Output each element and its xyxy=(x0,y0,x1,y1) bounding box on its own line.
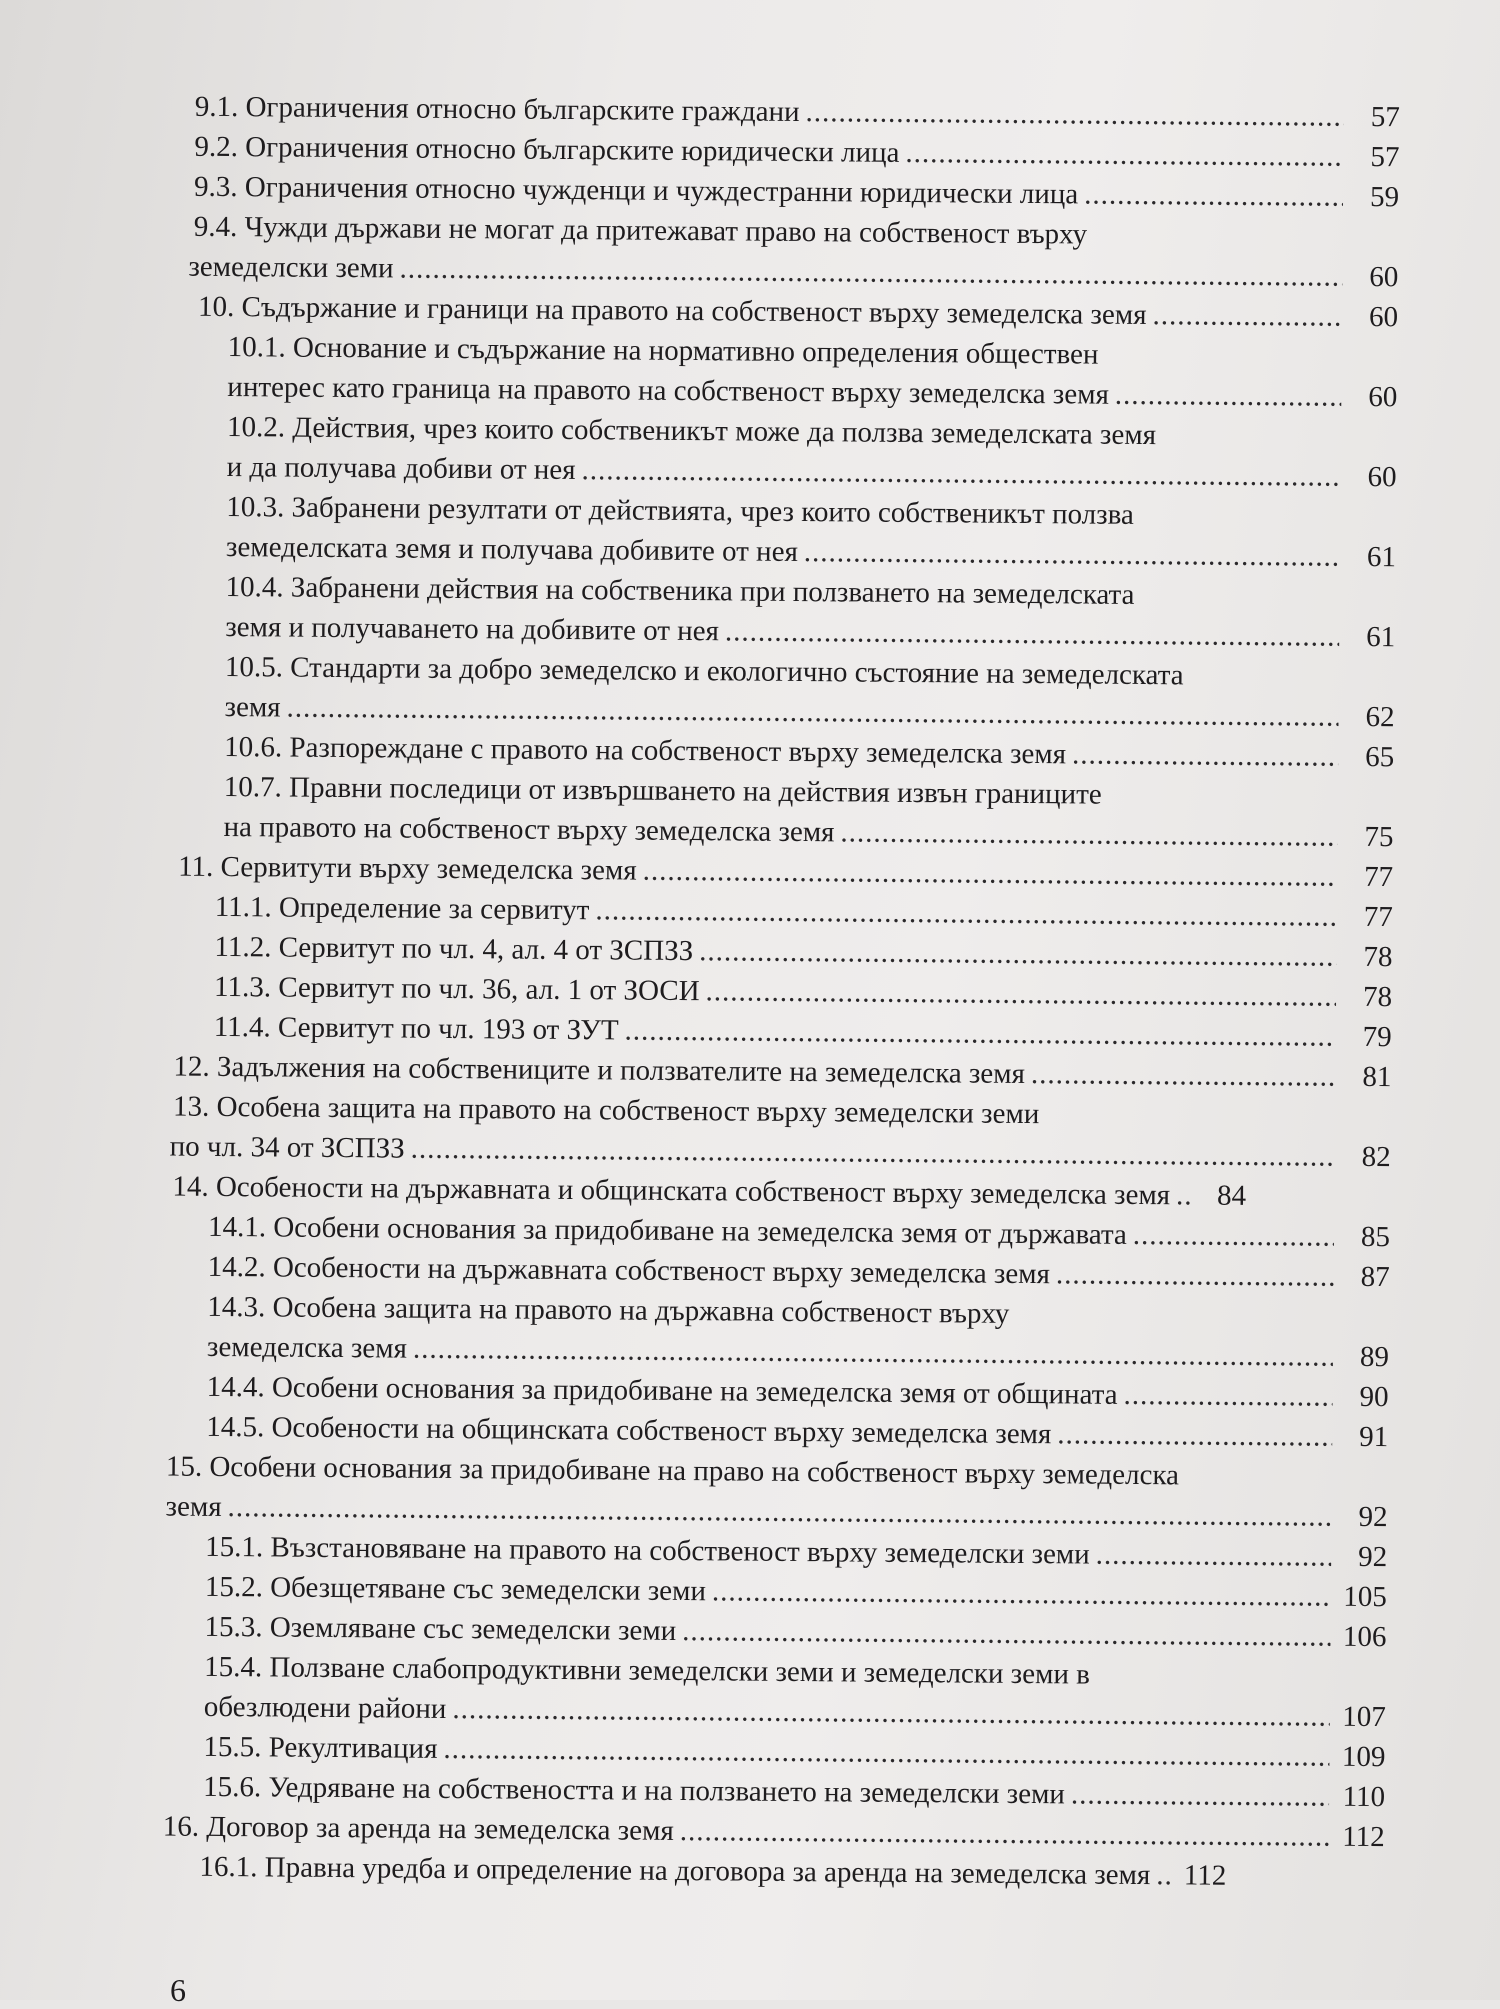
toc-entry xyxy=(0,205,1499,298)
toc-entry-page: 106 xyxy=(1342,1620,1387,1654)
toc-entry-title: 10. Съдържание и граници на правото на собственост върху земеделска земя xyxy=(197,290,1147,332)
table-of-contents xyxy=(0,85,1500,1898)
toc-entry-page: 90 xyxy=(1359,1380,1389,1414)
toc-entry-title: 11.2. Сервитут по чл. 4, ал. 4 от ЗСПЗЗ xyxy=(214,930,694,968)
toc-entry-title-line1: 15.4. Ползване слабопродуктивни земеделски земи и земеделски земи в xyxy=(204,1650,1091,1691)
toc-entry-page: 61 xyxy=(1366,540,1397,574)
toc-entry xyxy=(0,1285,1489,1378)
toc-entry-page: 77 xyxy=(1363,900,1393,934)
toc-entry-page: 84 xyxy=(1216,1179,1247,1212)
toc-entry-title: 9.1. Ограничения относно българските граждани xyxy=(194,90,800,128)
toc-entry-page: 57 xyxy=(1370,140,1400,174)
toc-entry-page: 65 xyxy=(1365,740,1395,774)
toc-entry-title: на правото на собственост върху земеделска земя xyxy=(223,810,835,849)
toc-entry-title: 9.2. Ограничения относно българските юридически лица xyxy=(194,130,900,169)
toc-entry-page: 57 xyxy=(1370,100,1400,134)
toc-entry-title: земеделската земя и получава добивите от нея xyxy=(225,530,799,568)
toc-entry-title: 11.3. Сервитут по чл. 36, ал. 1 от ЗОСИ xyxy=(213,970,700,1008)
toc-entry-title: 14.2. Особености на държавната собственост върху земеделска земя xyxy=(207,1250,1051,1291)
toc-entry-page: 79 xyxy=(1362,1020,1392,1054)
toc-entry xyxy=(0,405,1497,498)
toc-entry-title: по чл. 34 от ЗСПЗЗ xyxy=(169,1130,405,1165)
toc-entry-page: 112 xyxy=(1342,1820,1385,1854)
toc-entry-title: 10.6. Разпореждане с правото на собственост върху земеделска земя xyxy=(224,730,1067,771)
toc-entry xyxy=(0,1085,1491,1178)
toc-entry-title: 16. Договор за аренда на земеделска земя xyxy=(162,1810,674,1847)
toc-entry-page: 60 xyxy=(1368,380,1398,414)
toc-entry-title-line1: 10.3. Забранени резултати от действията, чрез които собственикът ползва xyxy=(226,490,1134,531)
toc-entry-page: 75 xyxy=(1364,820,1394,854)
toc-entry xyxy=(0,325,1498,418)
toc-entry-page: 107 xyxy=(1342,1700,1386,1734)
toc-entry-page: 77 xyxy=(1364,860,1394,894)
toc-entry-page: 61 xyxy=(1366,620,1396,654)
toc-entry-title: 14.1. Особени основания за придобиване на земеделска земя от държавата xyxy=(207,1210,1127,1251)
toc-entry-title: 15.1. Възстановяване на правото на собственост върху земеделски земи xyxy=(205,1530,1090,1571)
toc-entry-page: 89 xyxy=(1359,1340,1390,1374)
toc-entry-title: и да получава добиви от нея xyxy=(226,450,576,487)
toc-entry-title-line1: 14.3. Особена защита на правото на държавна собственост върху xyxy=(207,1290,1010,1330)
toc-entry-page: 81 xyxy=(1362,1060,1392,1094)
page-number: 6 xyxy=(170,1972,186,2008)
toc-entry-title: земя xyxy=(165,1490,222,1523)
toc-entry-page: 109 xyxy=(1341,1740,1386,1774)
toc-entry-title-line1: 10.4. Забранени действия на собственика при ползването на земеделската xyxy=(225,570,1135,611)
toc-entry-title: 15.6. Уедряване на собствеността и на ползването на земеделски земи xyxy=(203,1770,1066,1811)
toc-entry xyxy=(0,645,1495,738)
toc-entry-title: 15.5. Рекултивация xyxy=(203,1730,438,1765)
toc-entry-page: 92 xyxy=(1358,1540,1388,1574)
toc-entry-page: 62 xyxy=(1365,700,1395,734)
toc-entry-page: 82 xyxy=(1361,1140,1391,1174)
toc-entry-title-line1: 10.7. Правни последици от извършването на действия извън границите xyxy=(223,770,1102,811)
toc-entry-title: интерес като граница на правото на собственост върху земеделска земя xyxy=(227,370,1110,411)
toc-entry-title: земя и получаването на добивите от нея xyxy=(225,610,720,648)
toc-entry-page: 87 xyxy=(1360,1260,1390,1294)
toc-entry xyxy=(0,565,1496,658)
toc-entry xyxy=(0,485,1496,578)
toc-entry-page: 91 xyxy=(1359,1420,1389,1454)
toc-entry-title: 16.1. Правна уредба и определение на договора за аренда на земеделска земя xyxy=(199,1850,1151,1892)
toc-entry-title: 9.3. Ограничения относно чужденци и чуждестранни юридически лица xyxy=(193,170,1079,211)
toc-entry-title-line1: 10.1. Основание и съдържание на нормативно определения обществен xyxy=(227,330,1099,371)
toc-entry xyxy=(0,1445,1488,1538)
toc-entry-page: 110 xyxy=(1342,1780,1386,1814)
toc-entry-title: 14.4. Особени основания за придобиване на земеделска земя от общината xyxy=(206,1370,1118,1411)
toc-entry-page: 105 xyxy=(1343,1580,1387,1614)
toc-entry-title-line1: 10.2. Действия, чрез които собственикът може да ползва земеделската земя xyxy=(226,410,1157,452)
toc-entry-page: 60 xyxy=(1367,460,1397,494)
toc-entry-page: 85 xyxy=(1360,1220,1391,1254)
toc-entry-title: обезлюдени райони xyxy=(203,1690,447,1725)
toc-entry-title: земеделска земя xyxy=(206,1330,408,1365)
toc-entry-page: 60 xyxy=(1369,260,1399,294)
toc-entry-title-line1: 9.4. Чужди държави не могат да притежават право на собственост върху xyxy=(193,210,1088,251)
toc-entry-page: 78 xyxy=(1362,980,1393,1014)
toc-entry-title: 12. Задължения на собствениците и ползвателите на земеделска земя xyxy=(173,1050,1026,1090)
toc-entry-page: 59 xyxy=(1369,180,1400,214)
toc-entry-title: 11. Сервитути върху земеделска земя xyxy=(178,850,637,887)
toc-entry-page: 60 xyxy=(1368,300,1399,334)
toc-entry-title: 15.3. Оземляване със земеделски земи xyxy=(204,1610,677,1647)
toc-entry xyxy=(0,1645,1486,1738)
toc-entry-page: 92 xyxy=(1358,1500,1388,1534)
toc-entry-title: земеделски земи xyxy=(188,250,394,285)
toc-entry-page: 78 xyxy=(1363,940,1393,974)
toc-entry-title: 14.5. Особености на общинската собственост върху земеделска земя xyxy=(206,1410,1052,1451)
toc-entry-title-line1: 13. Особена защита на правото на собственост върху земеделски земи xyxy=(172,1090,1040,1131)
toc-entry-title: 11.1. Определение за сервитут xyxy=(214,890,590,927)
toc-entry-title-line1: 15. Особени основания за придобиване на право на собственост върху земеделска xyxy=(165,1450,1180,1492)
toc-entry-title: 14. Особености на държавната и общинската собственост върху земеделска земя xyxy=(172,1170,1171,1212)
toc-entry xyxy=(0,765,1494,858)
toc-entry-title: земя xyxy=(224,690,281,724)
toc-entry-title: 15.2. Обезщетяване със земеделски земи xyxy=(204,1570,707,1608)
toc-entry-title-line1: 10.5. Стандарти за добро земеделско и екологично състояние на земеделската xyxy=(224,650,1184,692)
toc-entry-title: 11.4. Сервитут по чл. 193 от ЗУТ xyxy=(213,1010,619,1047)
toc-entry-page: 112 xyxy=(1183,1859,1227,1892)
